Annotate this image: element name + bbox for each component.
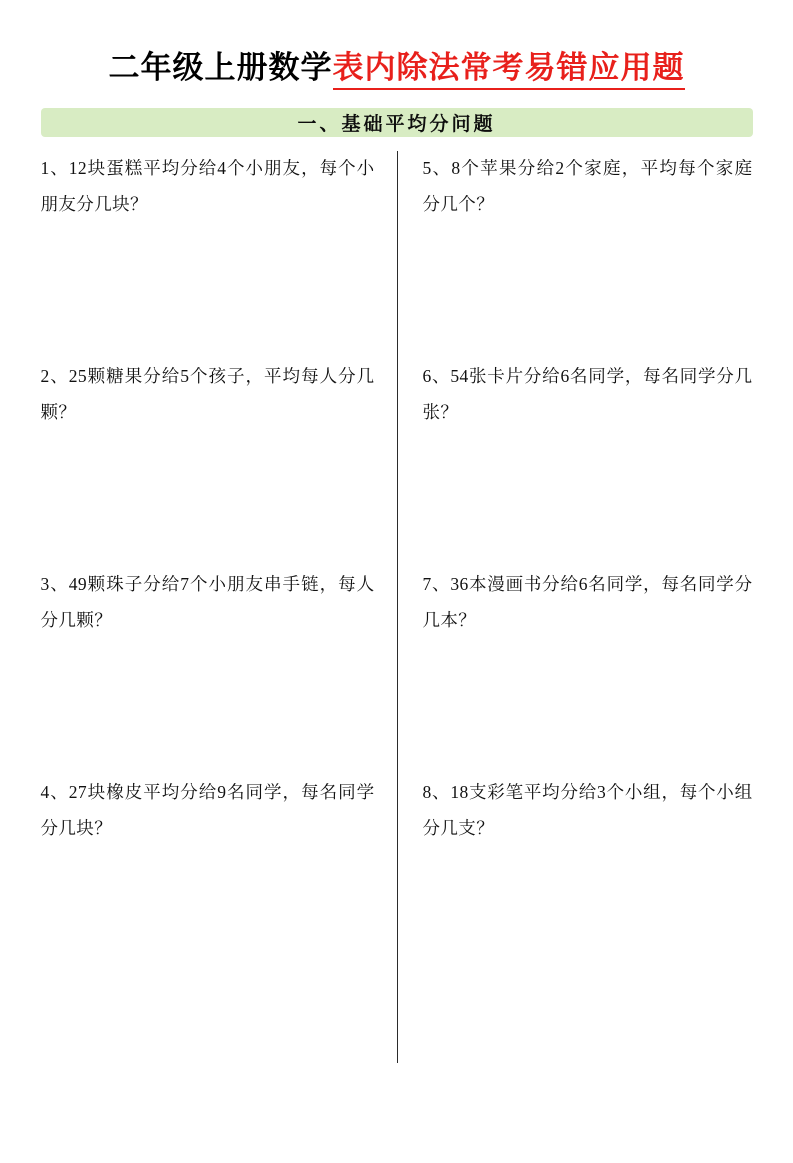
problem-text: 4、27块橡皮平均分给9名同学，每名同学分几块？ [40, 782, 375, 838]
problems-grid [41, 151, 753, 1091]
problem-item [41, 775, 375, 983]
problem-item [423, 775, 753, 983]
problem-text: 1、12块蛋糕平均分给4个小朋友，每个小朋友分几块？ [40, 158, 375, 214]
problem-text: 2、25颗糖果分给5个孩子，平均每人分几颗？ [40, 366, 375, 422]
page-title-red: 表内除法常考易错应用题 [333, 42, 685, 90]
problem-text: 7、36本漫画书分给6名同学，每名同学分几本？ [422, 574, 753, 630]
column-divider [397, 151, 398, 1063]
problem-text: 5、8个苹果分给2个家庭，平均每个家庭分几个？ [422, 158, 753, 214]
problems-column-left [41, 151, 397, 1091]
problem-item [423, 567, 753, 775]
problem-item [41, 567, 375, 775]
problem-text: 6、54张卡片分给6名同学，每名同学分几张？ [422, 366, 753, 422]
page-title-black: 二年级上册数学 [108, 50, 333, 85]
problems-column-right [397, 151, 753, 1091]
problem-text: 3、49颗珠子分给7个小朋友串手链，每人分几颗？ [40, 574, 375, 630]
problem-item [423, 359, 753, 567]
section-header [41, 108, 753, 137]
worksheet-page [0, 42, 793, 1163]
problem-item [423, 151, 753, 359]
page-title [40, 42, 753, 90]
problem-item [41, 151, 375, 359]
section-header-label: 一、基础平均分问题 [297, 114, 496, 135]
problem-item [41, 359, 375, 567]
problem-text: 8、18支彩笔平均分给3个小组，每个小组分几支？ [422, 782, 753, 838]
